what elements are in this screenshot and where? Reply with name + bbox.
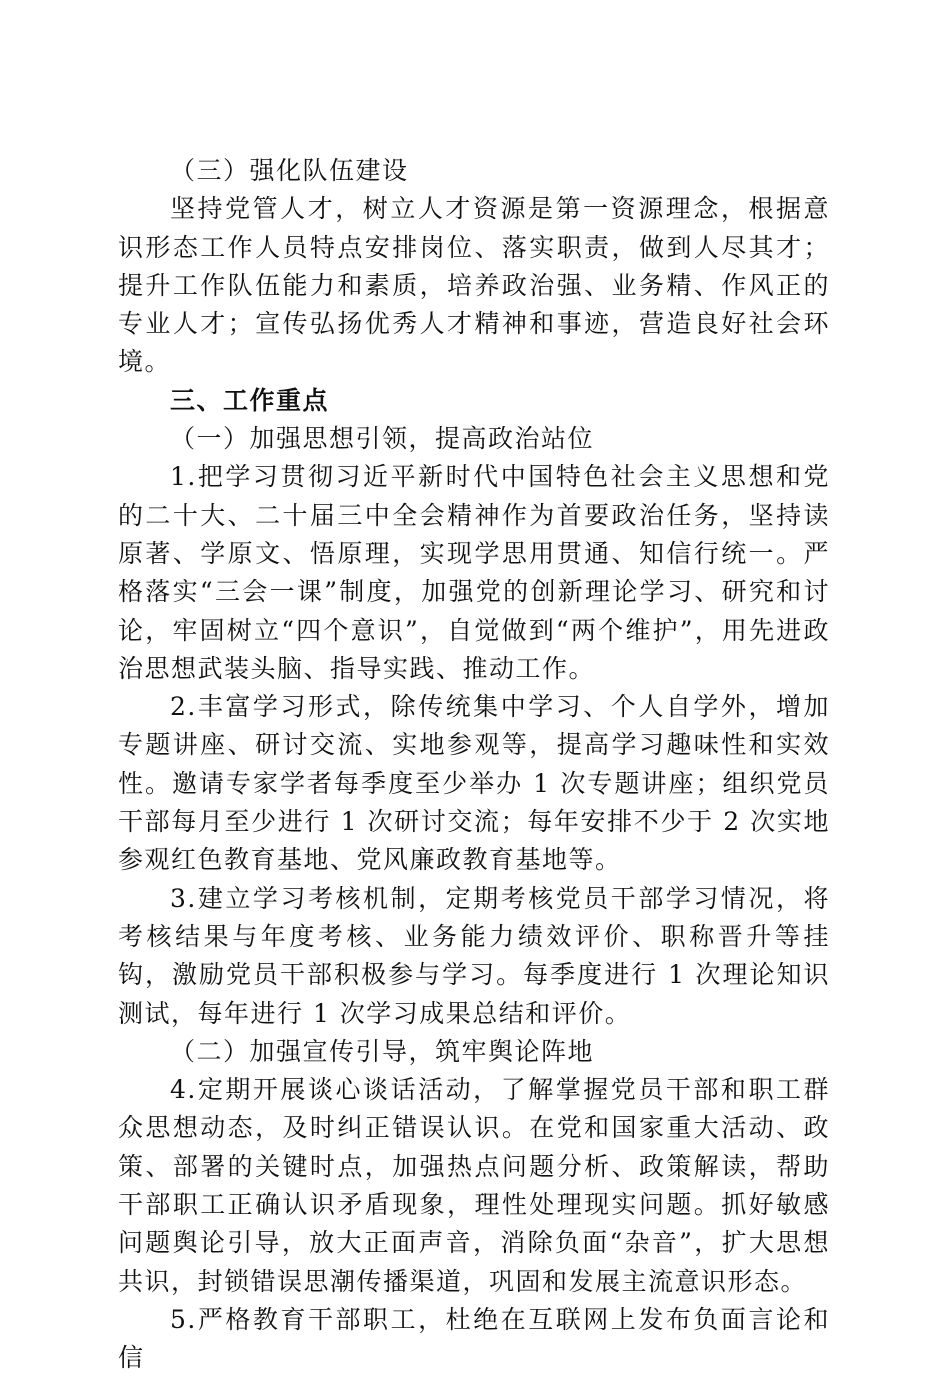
paragraph-item-2: 2.丰富学习形式，除传统集中学习、个人自学外，增加专题讲座、研讨交流、实地参观等，提高学习趣味性和实效性。邀请专家学者每季度至少举办 1 次专题讲座；组织党员干部每月至少进行 1 次研讨交流；每年安排不少于 2 次实地参观红色教育基地、党风廉政教育基地等。 [118,692,830,875]
document-body [118,152,830,1378]
paragraph-item-1: 1.把学习贯彻习近平新时代中国特色社会主义思想和党的二十大、二十届三中全会精神作为首要政治任务，坚持读原著、学原文、悟原理，实现学思用贯通、知信行统一。严格落实“三会一课”制度，加强党的创新理论学习、研究和讨论，牢固树立“四个意识”，自觉做到“两个维护”，用先进政治思想武装头脑、指导实践、推动工作。 [118,462,830,683]
section-heading-work-focus: 三、工作重点 [170,385,330,415]
paragraph-item-3: 3.建立学习考核机制，定期考核党员干部学习情况，将考核结果与年度考核、业务能力绩效评价、职称晋升等挂钩，激励党员干部积极参与学习。每季度进行 1 次理论知识测试，每年进行 1 次学习成果总结和评价。 [118,883,830,1028]
section-heading-thought-guidance: （一）加强思想引领，提高政治站位 [170,424,595,454]
section-heading-publicity-guidance: （二）加强宣传引导，筑牢舆论阵地 [170,1036,595,1066]
section-heading-team-building: （三）强化队伍建设 [170,156,409,185]
paragraph-item-5: 5.严格教育干部职工，杜绝在互联网上发布负面言论和信 [118,1304,830,1373]
paragraph-team-building: 坚持党管人才，树立人才资源是第一资源理念，根据意识形态工作人员特点安排岗位、落实职责，做到人尽其才；提升工作队伍能力和素质，培养政治强、业务精、作风正的专业人才；宣传弘扬优秀人才精神和事迹，营造良好社会环境。 [118,194,830,377]
paragraph-item-4: 4.定期开展谈心谈话活动，了解掌握党员干部和职工群众思想动态，及时纠正错误认识。在党和国家重大活动、政策、部署的关键时点，加强热点问题分析、政策解读，帮助干部职工正确认识矛盾现象，理性处理现实问题。抓好敏感问题舆论引导，放大正面声音，消除负面“杂音”，扩大思想共识，封锁错误思潮传播渠道，巩固和发展主流意识形态。 [118,1075,830,1296]
